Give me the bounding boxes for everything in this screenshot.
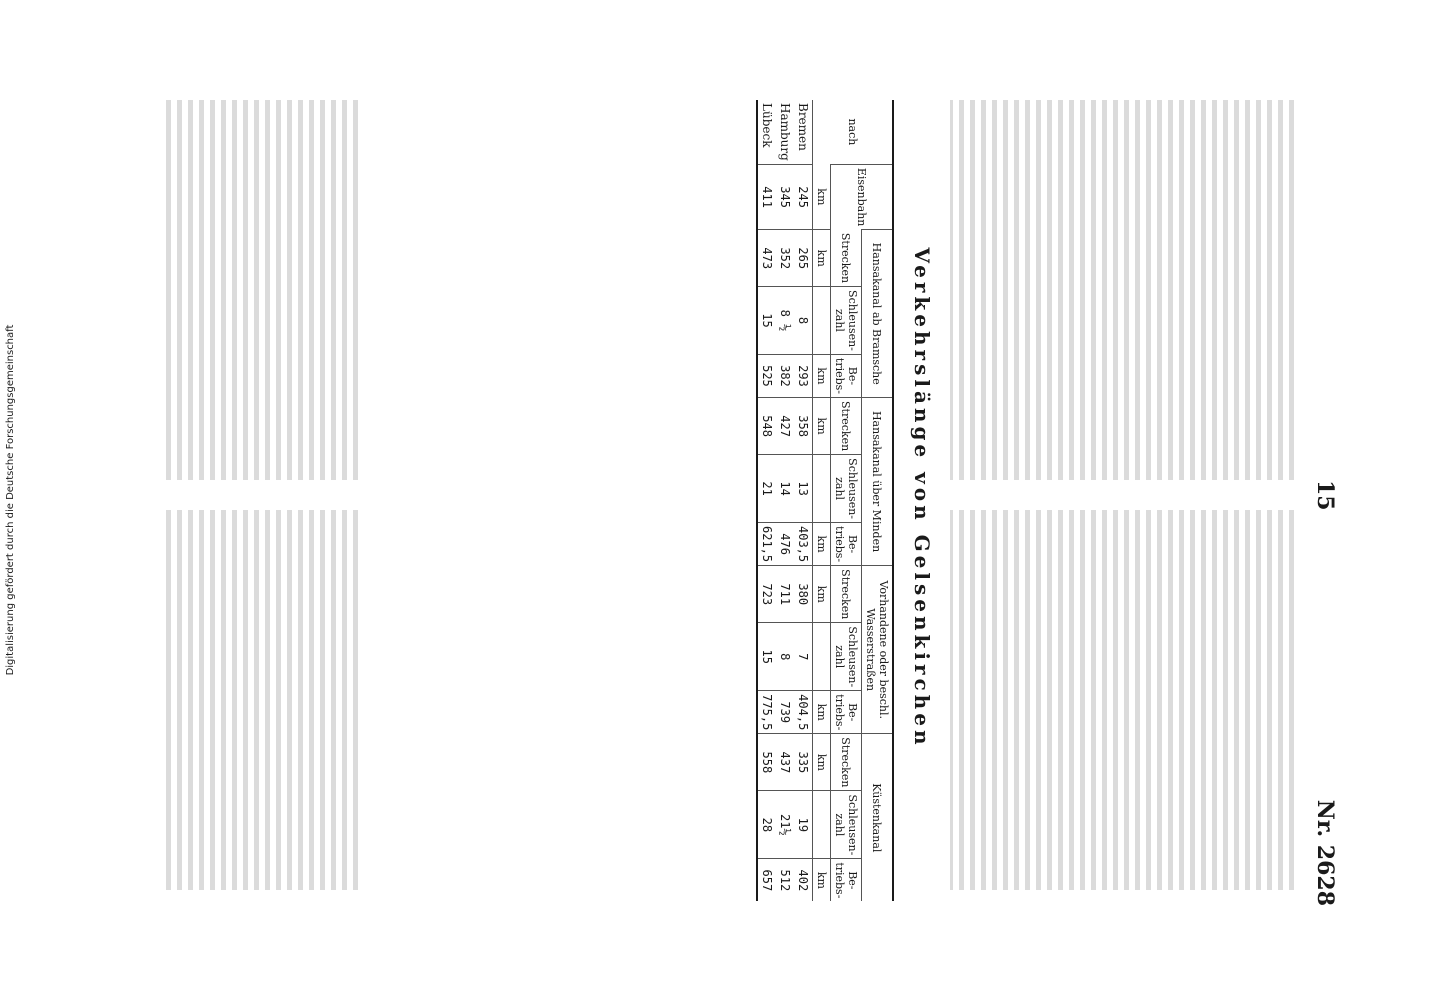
col-strecken: Strecken <box>831 230 862 287</box>
destination-cell: Bremen <box>796 103 810 151</box>
value-cell: 7 <box>794 623 813 691</box>
value-cell: 437 <box>776 734 794 791</box>
value-cell: 473 <box>757 230 776 287</box>
issue-number: Nr. 2628 <box>1312 799 1338 906</box>
col-schleusen: Schleusen-zahl <box>831 287 862 355</box>
group-header-existing-waterways: Vorhandene oder beschl. Wasserstraßen <box>862 566 894 734</box>
value-cell: 403,5 <box>794 523 813 566</box>
unit-empty <box>813 455 831 523</box>
destination-cell: Lübeck <box>760 103 774 148</box>
table-title: Verkehrslänge von Gelsenkirchen <box>910 247 934 749</box>
value-cell: 525 <box>757 354 776 397</box>
body-text-right-column <box>950 510 1300 890</box>
value-cell: 382 <box>776 354 794 397</box>
value-cell: 657 <box>757 859 776 902</box>
unit-km: km <box>813 734 831 791</box>
value-cell: 14 <box>776 455 794 523</box>
col-betriebs: Be-triebs- <box>831 354 862 397</box>
value-cell: 775,5 <box>757 691 776 734</box>
col-betriebs: Be-triebs- <box>831 691 862 734</box>
value-cell: 13 <box>794 455 813 523</box>
unit-km: km <box>813 164 831 230</box>
value-cell: 548 <box>757 398 776 455</box>
col-betriebs: Be-triebs- <box>831 523 862 566</box>
value-cell: 293 <box>794 354 813 397</box>
value-cell: 8 <box>794 287 813 355</box>
value-cell: 265 <box>794 230 813 287</box>
value-cell: 15 <box>757 623 776 691</box>
destination-cell: Hamburg <box>778 103 792 161</box>
value-cell: 358 <box>794 398 813 455</box>
traffic-length-table <box>756 100 894 901</box>
col-schleusen: Schleusen-zahl <box>831 623 862 691</box>
value-cell: 404,5 <box>794 691 813 734</box>
unit-empty <box>813 791 831 859</box>
body-text-lower-right-column <box>164 510 364 890</box>
table-row <box>776 100 794 901</box>
document-page <box>144 80 1344 916</box>
body-text-left-column <box>950 100 1300 480</box>
value-cell: 739 <box>776 691 794 734</box>
value-cell: 335 <box>794 734 813 791</box>
value-cell: 19 <box>794 791 813 859</box>
value-cell: 245 <box>794 164 813 230</box>
value-cell: 723 <box>757 566 776 623</box>
group-header-coastal-canal: Küstenkanal <box>862 734 894 902</box>
col-strecken: Strecken <box>831 398 862 455</box>
value-cell: 402 <box>794 859 813 902</box>
col-schleusen: Schleusen-zahl <box>831 791 862 859</box>
value-cell: 621,5 <box>757 523 776 566</box>
value-cell: 411 <box>757 164 776 230</box>
scan-stage <box>144 80 1344 916</box>
digitization-sidebar <box>0 0 24 1000</box>
unit-km: km <box>813 566 831 623</box>
value-cell: 8 <box>776 623 794 691</box>
value-cell: 8 ½ <box>776 287 794 355</box>
value-cell: 28 <box>757 791 776 859</box>
table-row <box>757 100 776 901</box>
col-schleusen: Schleusen-zahl <box>831 455 862 523</box>
table-row <box>794 100 813 901</box>
value-cell: 380 <box>794 566 813 623</box>
value-cell: 21½ <box>776 791 794 859</box>
unit-km: km <box>813 398 831 455</box>
value-cell: 15 <box>757 287 776 355</box>
value-cell: 512 <box>776 859 794 902</box>
value-cell: 21 <box>757 455 776 523</box>
col-strecken: Strecken <box>831 566 862 623</box>
unit-empty <box>813 287 831 355</box>
value-cell: 476 <box>776 523 794 566</box>
body-text-lower-left-column <box>164 100 364 480</box>
value-cell: 345 <box>776 164 794 230</box>
col-betriebs: Be-triebs- <box>831 859 862 902</box>
unit-empty <box>813 623 831 691</box>
unit-km: km <box>813 523 831 566</box>
unit-km: km <box>813 230 831 287</box>
value-cell: 711 <box>776 566 794 623</box>
stub-header: nach <box>813 100 894 164</box>
group-header-rail: Eisenbahn <box>831 164 894 230</box>
value-cell: 558 <box>757 734 776 791</box>
unit-km: km <box>813 354 831 397</box>
value-cell: 427 <box>776 398 794 455</box>
col-strecken: Strecken <box>831 734 862 791</box>
unit-km: km <box>813 691 831 734</box>
digitization-credit: Digitalisierung gefördert durch die Deutsche Forschungsgemeinschaft <box>5 324 16 676</box>
page-number: 15 <box>1312 480 1338 511</box>
unit-km: km <box>813 859 831 902</box>
value-cell: 352 <box>776 230 794 287</box>
group-header-hansa-bramsche: Hansakanal ab Bramsche <box>862 230 894 398</box>
group-header-hansa-minden: Hansakanal über Minden <box>862 398 894 566</box>
